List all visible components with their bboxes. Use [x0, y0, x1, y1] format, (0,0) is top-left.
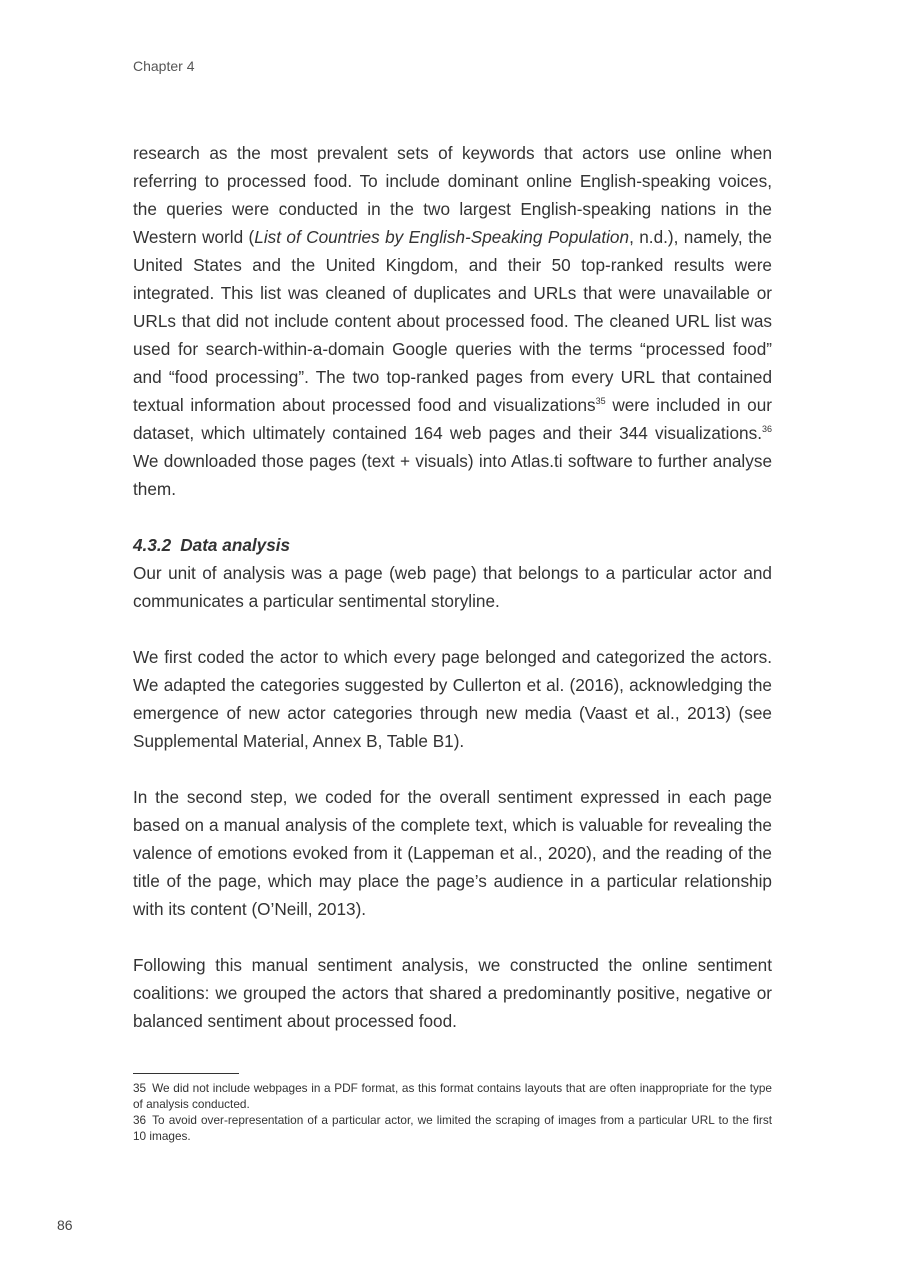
paragraph-text: were included in our dataset, which ultimately contained 164 web pages and their 344 visualizations. — [133, 395, 772, 443]
footnote-ref-35[interactable]: 35 — [595, 396, 606, 406]
body-paragraph: Following this manual sentiment analysis, we constructed the online sentiment coalitions: we grouped the actors that shared a predominantly positive, negative or balanced sentiment about processed food. — [133, 955, 772, 1031]
body-paragraph: In the second step, we coded for the overall sentiment expressed in each page based on a manual analysis of the complete text, which is valuable for revealing the valence of emotions evoked from it (Lappeman et al., 2020), and the reading of the title of the page, which may place the page’s audience in a particular relationship with its content (O’Neill, 2013). — [133, 787, 772, 919]
footnote-36 — [133, 1112, 772, 1144]
body-paragraph: Our unit of analysis was a page (web page) that belongs to a particular actor and communicates a particular sentimental storyline. — [133, 563, 772, 611]
running-head: Chapter 4 — [133, 58, 195, 74]
footnote-35 — [133, 1080, 772, 1112]
page-number: 86 — [57, 1217, 73, 1233]
section-title: Data analysis — [180, 535, 291, 555]
section-heading — [133, 531, 772, 559]
footnote-text: We did not include webpages in a PDF format, as this format contains layouts that are often inappropriate for the type of analysis conducted. — [133, 1081, 772, 1111]
main-content — [133, 139, 772, 1035]
paragraph-text: , n.d.), namely, the United States and the United Kingdom, and their 50 top-ranked results were integrated. This list was cleaned of duplicates and URLs that were unavailable or URLs that did not include content about processed food. The cleaned URL list was used for search-within-a-domain Google queries with the terms “processed food” and “food processing”. The two top-ranked pages from every URL that contained textual information about processed food and visualizations — [133, 227, 772, 415]
footnotes — [133, 1073, 772, 1144]
section-number: 4.3.2 — [133, 535, 172, 555]
italic-citation: List of Countries by English-Speaking Population — [254, 227, 630, 247]
footnote-ref-36[interactable]: 36 — [761, 424, 772, 434]
intro-paragraph — [133, 139, 772, 503]
footnote-divider — [133, 1073, 239, 1074]
footnote-text: To avoid over-representation of a particular actor, we limited the scraping of images from a particular URL to the first 10 images. — [133, 1113, 772, 1143]
body-paragraph: We first coded the actor to which every page belonged and categorized the actors. We adapted the categories suggested by Cullerton et al. (2016), acknowledging the emergence of new actor categories through new media (Vaast et al., 2013) (see Supplemental Material, Annex B, Table B1). — [133, 647, 772, 751]
footnote-number: 36 — [133, 1113, 147, 1127]
paragraph-text: research as the most prevalent sets of keywords that actors use online when referring to processed food. To include dominant online English-speaking voices, the queries were conducted in the two largest English-speaking nations in the Western world ( — [133, 143, 772, 247]
footnote-number: 35 — [133, 1081, 147, 1095]
paragraph-text: We downloaded those pages (text + visuals) into Atlas.ti software to further analyse them. — [133, 451, 772, 499]
